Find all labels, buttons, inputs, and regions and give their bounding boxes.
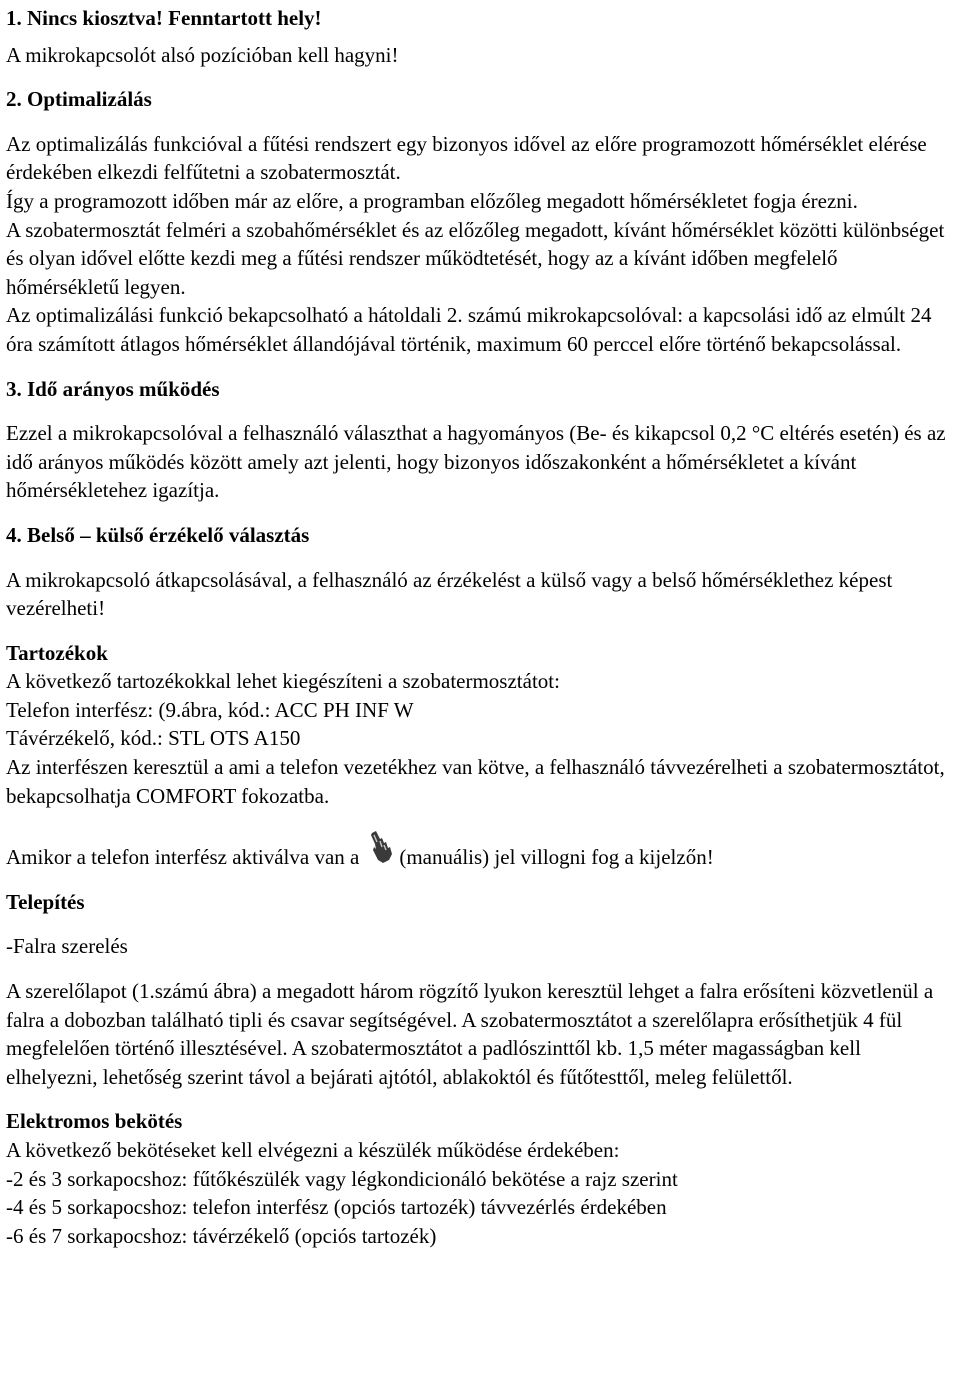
section-4-paragraph-1: A mikrokapcsoló átkapcsolásával, a felhasználó az érzékelést a külső vagy a belső hőmérséklethez képest vezérelheti! [6,567,893,621]
section-2-paragraph-2: Így a programozott időben már az előre, a programban előzőleg megadott hőmérsékletet fogja érezni. [6,188,858,213]
electrical-heading: Elektromos bekötés [6,1109,183,1134]
installation-heading: Telepítés [6,889,85,914]
electrical-line-2: -4 és 5 sorkapocshoz: telefon interfész (opciós tartozék) távvezérlés érdekében [6,1195,667,1220]
section-3-heading: 3. Idő arányos működés [6,376,220,401]
accessory-item-phone-interface: Telefon interfész: (9.ábra, kód.: ACC PH INF W [6,697,414,722]
section-1-heading: 1. Nincs kiosztva! Fenntartott hely! [6,6,322,30]
accessories-heading: Tartozékok [6,640,108,665]
section-1-text: A mikrokapcsolót alsó pozícióban kell hagyni! [6,42,399,67]
accessory-item-remote-sensor: Távérzékelő, kód.: STL OTS A150 [6,726,301,751]
section-2-paragraph-4: Az optimalizálási funkció bekapcsolható a hátoldali 2. számú mikrokapcsolóval: a kapcsolási idő az elmúlt 24 óra számított átlagos hőmérséklet állandójával történik, maximum 60 perccel előre történő bekapcsolással. [6,303,932,356]
accessories-description: Az interfészen keresztül a ami a telefon vezetékhez van kötve, a felhasználó távvezérelheti a szobatermosztátot, bekapcsolhatja COMFORT fokozatba. [6,755,945,808]
electrical-line-3: -6 és 7 sorkapocshoz: távérzékelő (opciós tartozék) [6,1223,437,1248]
section-4-heading: 4. Belső – külső érzékelő választás [6,522,310,547]
manual-indicator-text-before: Amikor a telefon interfész aktiválva van a [6,845,360,870]
manual-indicator-text-after: (manuális) jel villogni fog a kijelzőn! [399,845,714,870]
accessories-intro: A következő tartozékokkal lehet kiegészíteni a szobatermosztátot: [6,669,560,694]
section-2-paragraph-3: A szobatermosztát felméri a szobahőmérséklet és az előzőleg megadott, kívánt hőmérséklet közötti különbséget és olyan idővel előtte kezdi meg a fűtési rendszer működtetését, hogy az a kívánt időben megfelelő hőmérsékletű legyen. [6,217,945,299]
installation-paragraph: A szerelőlapot (1.számú ábra) a megadott három rögzítő lyukon keresztül lehget a falra erősíteni közvetlenül a falra a dobozban található tipli és csavar segítségével. A szobatermosztátot a szerelőlapra erősíthetjük 4 fül megfelelően történő illesztésével. A szobatermosztátot a padlószinttől kb. 1,5 méter magasságban kell elhelyezni, lehetőség szerint távol a bejárati ajtótól, ablakoktól és fűtőtesttől, meleg felülettől. [6,979,934,1089]
manual-indicator-note [6,830,954,872]
section-2-paragraph-1: Az optimalizálás funkcióval a fűtési rendszert egy bizonyos idővel az előre programozott hőmérséklet elérése érdekében elkezdi felfűtetni a szobatermosztát. [6,131,927,185]
installation-subheading: -Falra szerelés [6,934,128,959]
manual-hand-icon [365,830,395,870]
section-2-heading: 2. Optimalizálás [6,87,152,112]
electrical-intro: A következő bekötéseket kell elvégezni a készülék működése érdekében: [6,1138,620,1162]
electrical-line-1: -2 és 3 sorkapocshoz: fűtőkészülék vagy légkondicionáló bekötése a rajz szerint [6,1166,678,1191]
section-3-paragraph-1: Ezzel a mikrokapcsolóval a felhasználó választhat a hagyományos (Be- és kikapcsol 0,2 °C eltérés esetén) és az idő arányos működés között amely azt jelenti, hogy bizonyos időszakonként a hőmérsékletet a kívánt hőmérsékletehez igazítja. [6,421,946,503]
